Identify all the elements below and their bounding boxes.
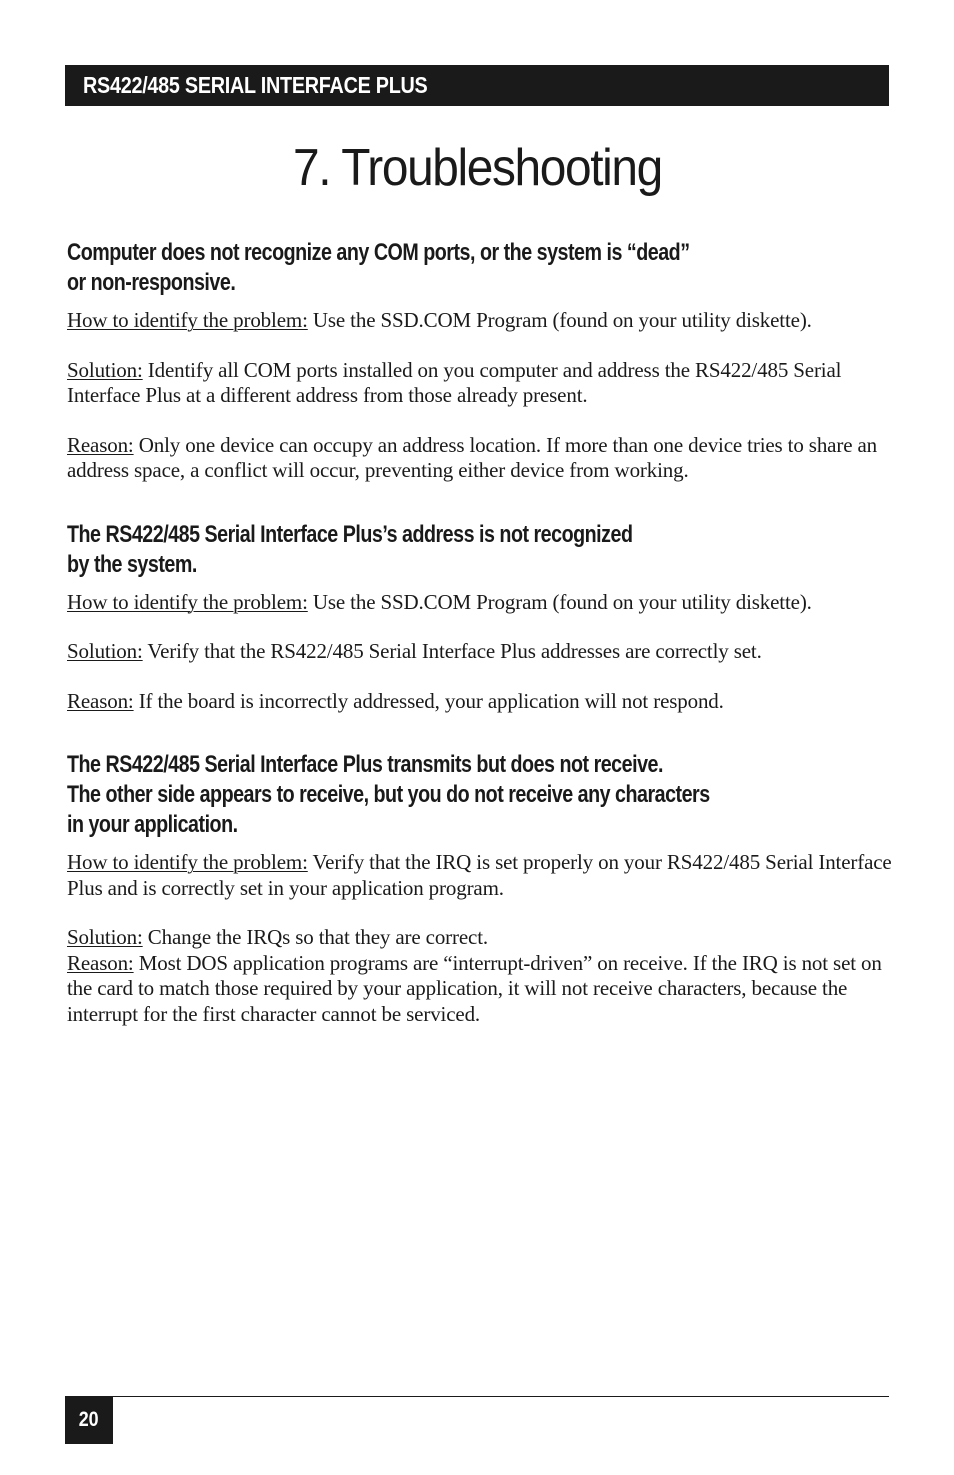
troubleshooting-section-receive	[67, 750, 892, 1027]
identify-text: Use the SSD.COM Program (found on your utility diskette).	[307, 308, 812, 332]
solution-paragraph	[67, 358, 897, 409]
running-header-title: RS422/485 SERIAL INTERFACE PLUS	[83, 72, 428, 98]
reason-text: Most DOS application programs are “interrupt-driven” on receive. If the IRQ is not set on the card to match those required by your application, it will not receive characters, because the interrupt for the first character cannot be serviced.	[67, 950, 882, 1026]
identify-label: How to identify the problem:	[67, 589, 308, 614]
reason-text: Only one device can occupy an address location. If more than one device tries to share an address space, a conflict will occur, preventing either device from working.	[67, 432, 877, 482]
identify-paragraph	[67, 308, 897, 334]
solution-paragraph	[67, 639, 897, 665]
solution-paragraph	[67, 925, 897, 951]
section-heading: The RS422/485 Serial Interface Plus transmits but does not receive. The other side appears to receive, but you do not receive any characters in your application.	[67, 751, 710, 838]
chapter-title	[0, 136, 954, 200]
section-heading: Computer does not recognize any COM ports, or the system is “dead” or non-responsive.	[67, 239, 690, 296]
solution-label: Solution:	[67, 925, 143, 949]
solution-text: Change the IRQs so that they are correct.	[142, 925, 488, 949]
solution-text: Verify that the RS422/485 Serial Interface Plus addresses are correctly set.	[142, 639, 762, 663]
solution-label: Solution:	[67, 357, 143, 382]
identify-label: How to identify the problem:	[67, 850, 308, 874]
running-header	[65, 65, 889, 106]
reason-label: Reason:	[67, 950, 134, 975]
identify-paragraph	[67, 850, 897, 901]
page-number	[65, 1396, 113, 1444]
chapter-title-text: 7. Troubleshooting	[292, 139, 662, 197]
reason-paragraph	[67, 433, 897, 484]
reason-label: Reason:	[67, 688, 134, 713]
reason-paragraph	[67, 689, 897, 715]
solution-text: Identify all COM ports installed on you computer and address the RS422/485 Serial Interface Plus at a different address from those already present.	[67, 357, 842, 407]
identify-label: How to identify the problem:	[67, 308, 308, 332]
identify-text: Use the SSD.COM Program (found on your utility diskette).	[307, 589, 812, 614]
reason-paragraph	[67, 951, 897, 1028]
troubleshooting-section-address	[67, 520, 889, 715]
solution-label: Solution:	[67, 639, 143, 663]
identify-text: Verify that the IRQ is set properly on your RS422/485 Serial Interface Plus and is correctly set in your application program.	[67, 850, 892, 900]
reason-text: If the board is incorrectly addressed, your application will not respond.	[133, 688, 724, 713]
section-heading: The RS422/485 Serial Interface Plus’s address is not recognized by the system.	[67, 520, 633, 578]
identify-paragraph	[67, 590, 897, 616]
troubleshooting-section-com-ports	[67, 238, 889, 484]
reason-label: Reason:	[67, 432, 134, 457]
footer-rule	[65, 1396, 889, 1397]
troubleshooting-content	[67, 238, 892, 1027]
page-number-text: 20	[79, 1408, 99, 1431]
